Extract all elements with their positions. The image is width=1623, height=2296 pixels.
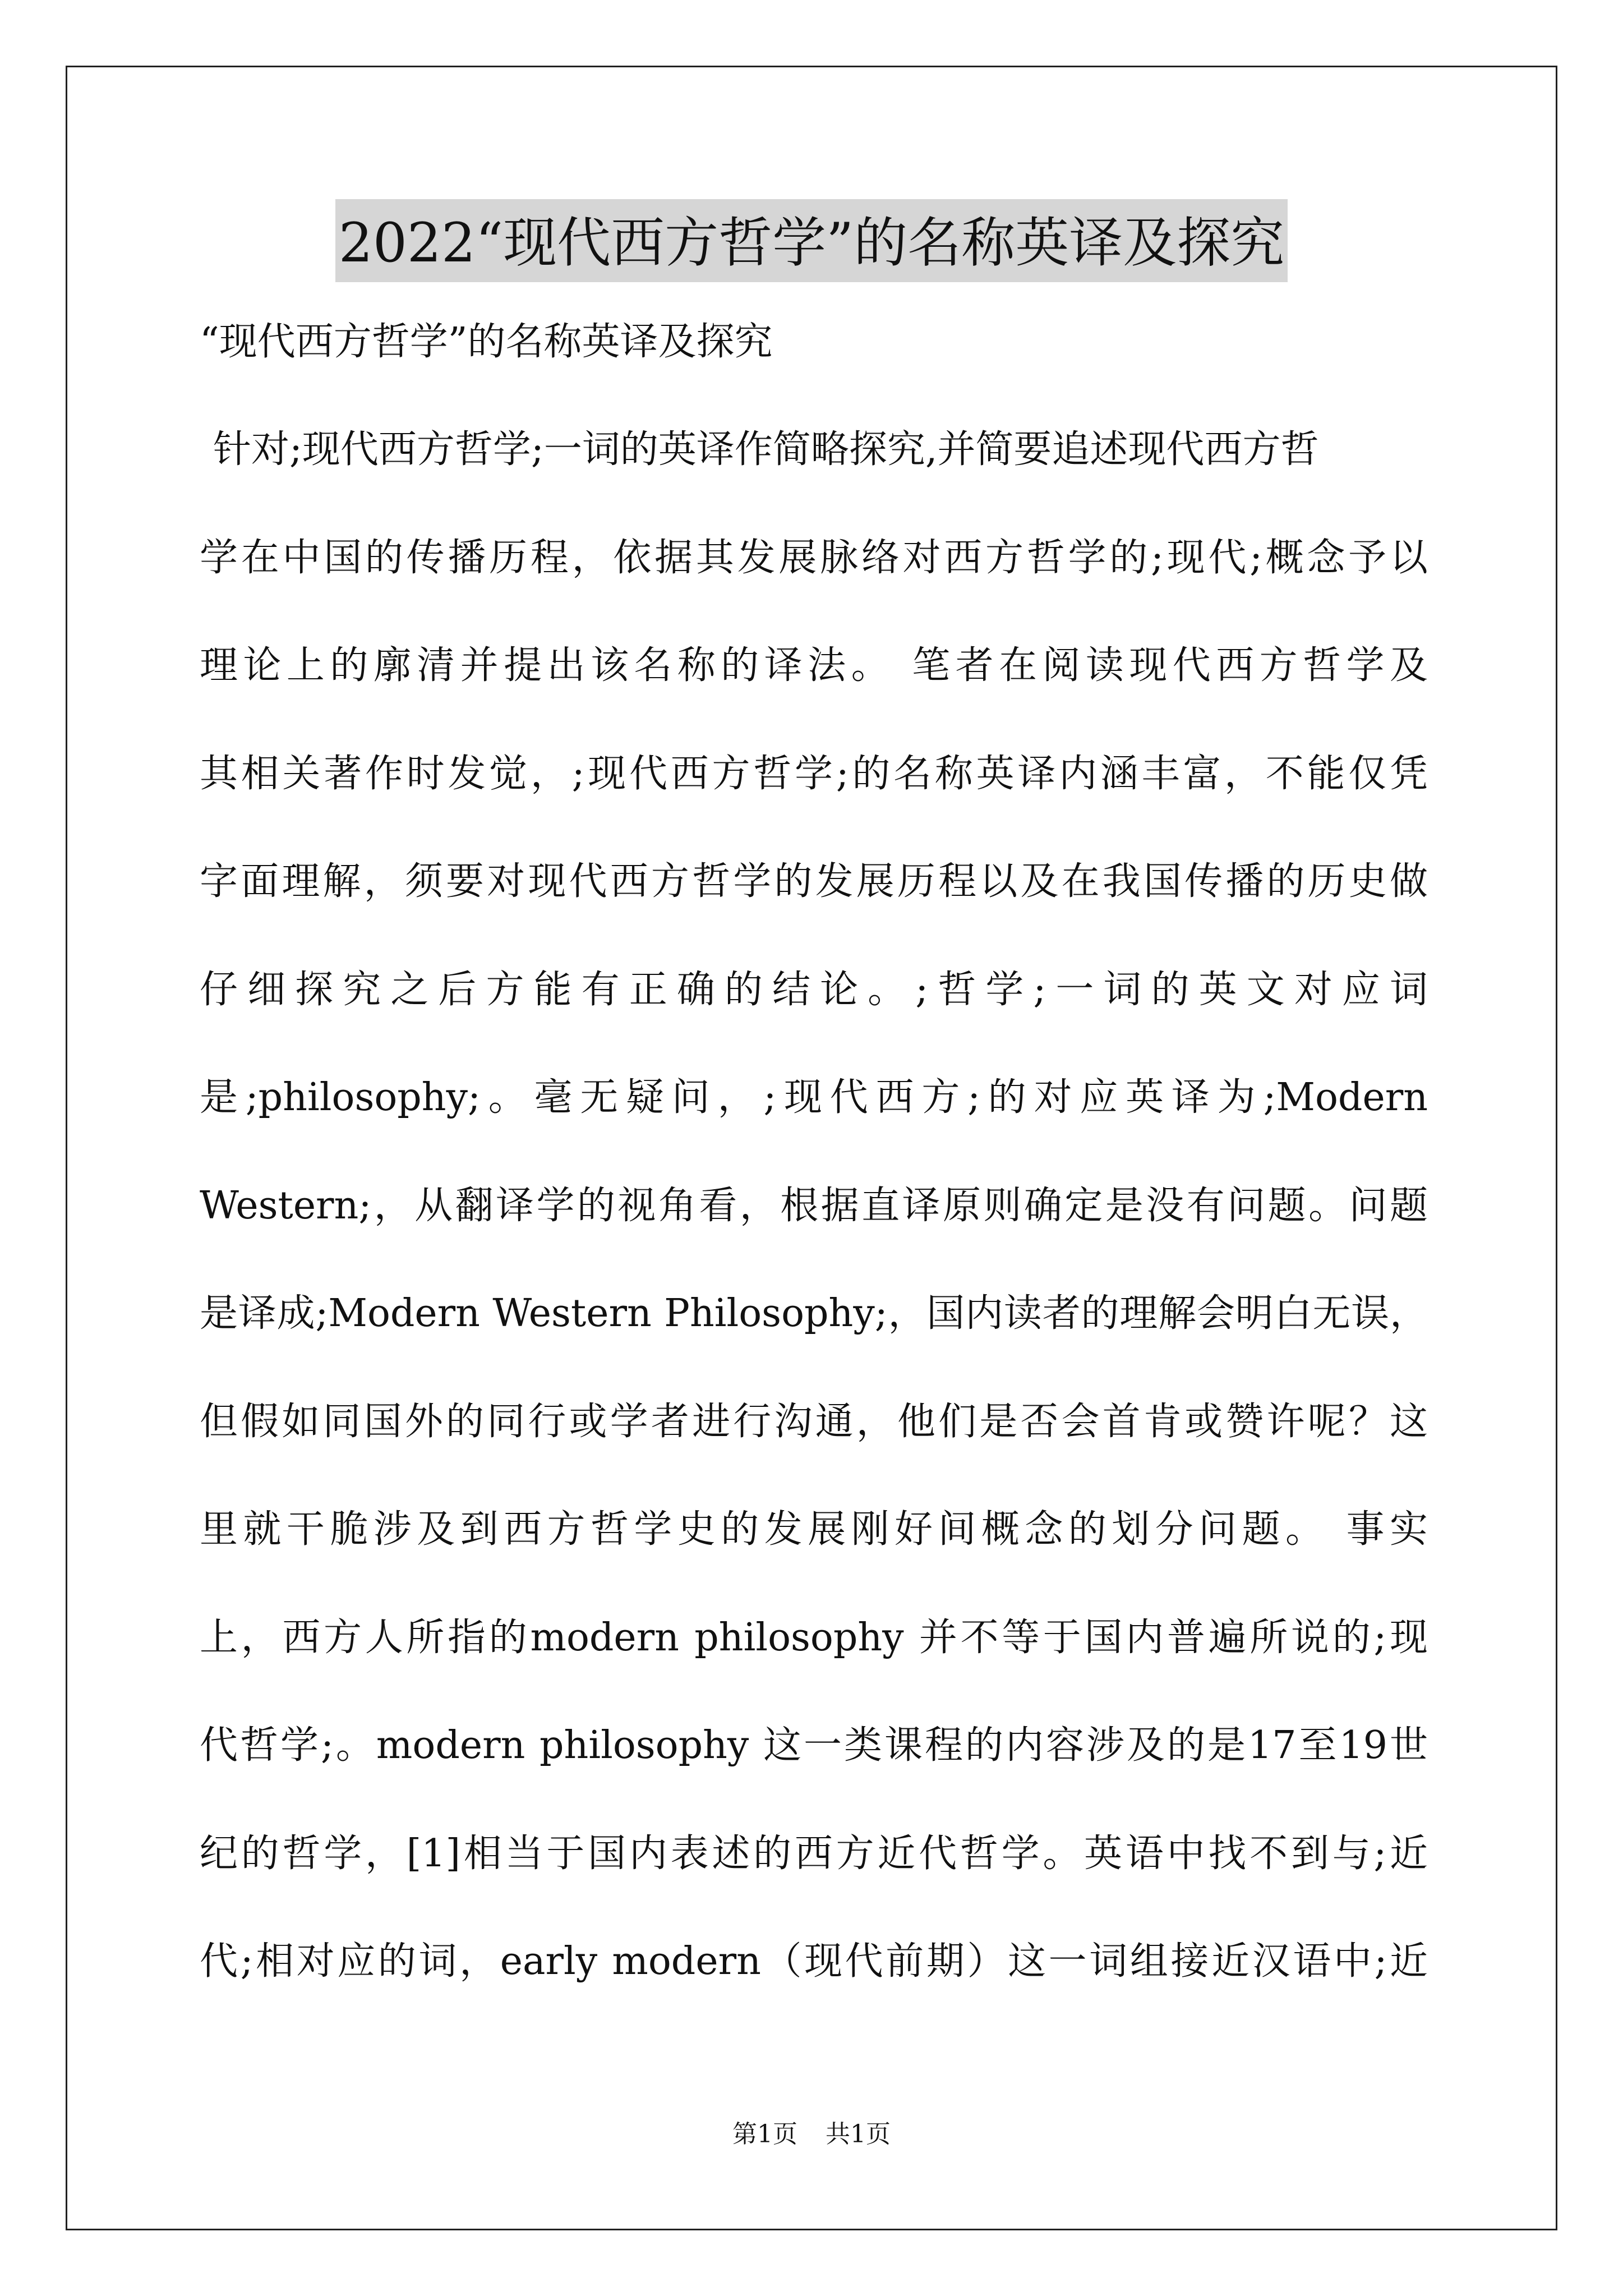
body-line: 但假如同国外的同行或学者进行沟通，他们是否会首肯或赞许呢？这 — [200, 1400, 1428, 1444]
body-line: 代哲学;。modern philosophy 这一类课程的内容涉及的是17至19世 — [200, 1723, 1428, 1768]
body-line: 代;相对应的词，early modern（现代前期）这一词组接近汉语中;近 — [200, 1939, 1428, 1984]
page-total: 共1页 — [826, 2120, 891, 2148]
body-line: 理论上的廓清并提出该名称的译法。 笔者在阅读现代西方哲学及 — [200, 643, 1428, 688]
body-line: 其相关著作时发觉，;现代西方哲学;的名称英译内涵丰富，不能仅凭 — [200, 752, 1428, 796]
body-line: 纪的哲学，[1]相当于国内表述的西方近代哲学。英语中找不到与;近 — [200, 1832, 1428, 1876]
document-title-text: 2022“现代西方哲学”的名称英译及探究 — [335, 199, 1288, 282]
body-line: 是译成;Modern Western Philosophy;，国内读者的理解会明白无误， — [200, 1291, 1428, 1336]
body-line: 里就干脆涉及到西方哲学史的发展刚好间概念的划分问题。 事实 — [200, 1507, 1428, 1552]
page-number: 第1页 — [732, 2120, 797, 2148]
page-border — [66, 66, 1557, 2230]
body-line: 是;philosophy;。毫无疑问，;现代西方;的对应英译为;Modern — [200, 1075, 1428, 1120]
page-footer — [0, 2118, 1623, 2151]
body-line: 针对;现代西方哲学;一词的英译作简略探究,并简要追述现代西方哲 — [213, 427, 1319, 472]
document-title — [0, 199, 1623, 301]
body-line: 学在中国的传播历程，依据其发展脉络对西方哲学的;现代;概念予以 — [200, 536, 1428, 580]
body-line: Western;，从翻译学的视角看，根据直译原则确定是没有问题。问题 — [200, 1184, 1428, 1228]
body-line: 上，西方人所指的modern philosophy 并不等于国内普遍所说的;现 — [200, 1616, 1428, 1660]
body-line: 字面理解，须要对现代西方哲学的发展历程以及在我国传播的历史做 — [200, 859, 1428, 904]
document-subtitle: “现代西方哲学”的名称英译及探究 — [200, 320, 773, 364]
body-line: 仔细探究之后方能有正确的结论。;哲学;一词的英文对应词 — [200, 968, 1428, 1012]
